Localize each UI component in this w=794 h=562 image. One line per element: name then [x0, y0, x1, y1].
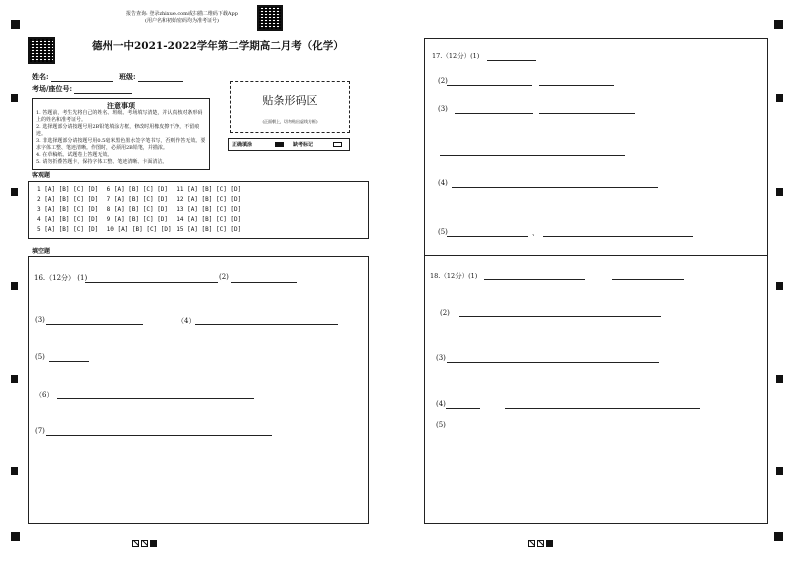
- q16-6-label: （6）: [35, 391, 54, 399]
- correct-fill-label: 正确填涂: [232, 142, 253, 148]
- answer-item[interactable]: 10 [A] [B] [C] [D]: [106, 226, 172, 233]
- timing-mark: [776, 282, 783, 290]
- name-label: 姓名:: [32, 72, 49, 81]
- q17-head: 17.（12分）(1): [432, 52, 480, 60]
- objective-label: 客观题: [32, 172, 51, 179]
- timing-mark: [776, 188, 783, 196]
- notice-item: 5. 请勿折叠答题卡，保持字体工整、笔迹清晰、卡面清洁。: [36, 159, 168, 165]
- q17-3-answer-line-c[interactable]: [440, 155, 625, 156]
- q16-7-answer-line[interactable]: [46, 435, 272, 436]
- download-qr-code[interactable]: [257, 5, 283, 31]
- q18-1-answer-line-a[interactable]: [484, 279, 585, 280]
- q17-5-answer-line-a[interactable]: [447, 236, 528, 237]
- fill-example-box: [228, 138, 350, 151]
- q16-3-answer-line[interactable]: [46, 324, 143, 325]
- q16-head: 16.（12分） (1): [34, 274, 88, 282]
- notice-item: 3. 非选择题部分请按题号用0.5毫米黑色墨水签字笔书写，否则作答无效。要求字体工整、笔迹清晰。作图时，必须用2B铅笔，并描浓。: [36, 138, 206, 151]
- q18-4-answer-line-b[interactable]: [505, 408, 700, 409]
- timing-mark: [11, 188, 18, 196]
- q17-5-separator: 、: [532, 229, 539, 237]
- q16-5-label: (5): [35, 353, 45, 361]
- q16-7-label: (7): [35, 427, 45, 435]
- q17-3-answer-line-a[interactable]: [455, 113, 533, 114]
- q16-6-answer-line[interactable]: [57, 398, 254, 399]
- notice-item: 2. 选择题部分请按题号用2B铅笔填涂方框，修改时用橡皮擦干净，不留痕迹。: [36, 124, 200, 137]
- room-label: 考场/座位号:: [32, 84, 73, 93]
- answer-item[interactable]: 14 [A] [B] [C] [D]: [176, 216, 242, 223]
- q18-4-answer-line-a[interactable]: [446, 408, 480, 409]
- slash-box-icon: [537, 540, 544, 547]
- notice-item: 4. 在草稿纸、试题卷上答题无效。: [36, 152, 113, 158]
- notice-item: 1. 答题前，考生先将自己的姓名、班级、考场填写清楚，并认真核对条形码上的姓名和准考证号。: [36, 110, 203, 123]
- absent-checkbox[interactable]: [333, 142, 342, 147]
- corner-mark: [11, 532, 20, 541]
- q17-2-answer-line-a[interactable]: [447, 85, 532, 86]
- answer-row: [37, 226, 241, 233]
- q16-5-answer-line[interactable]: [49, 361, 89, 362]
- q17-5-label: (5): [438, 228, 448, 236]
- q16-1-answer-line[interactable]: [85, 282, 218, 283]
- objective-box: [28, 181, 369, 239]
- timing-mark: [11, 94, 18, 102]
- solid-box-icon: [546, 540, 553, 547]
- barcode-title: 贴条形码区: [262, 94, 318, 107]
- answer-item[interactable]: 13 [A] [B] [C] [D]: [176, 206, 242, 213]
- room-info: [32, 84, 132, 94]
- timing-mark: [776, 94, 783, 102]
- q16-4-label: （4）: [177, 317, 196, 325]
- footer-marker-left: [132, 532, 159, 551]
- notice-box: [32, 98, 210, 170]
- slash-box-icon: [141, 540, 148, 547]
- answer-row: [37, 186, 241, 193]
- q18-3-answer-line[interactable]: [447, 362, 659, 363]
- name-field[interactable]: [51, 73, 113, 82]
- q18-2-answer-line[interactable]: [459, 316, 661, 317]
- q17-3-answer-line-b[interactable]: [539, 113, 635, 114]
- q16-box: [28, 256, 369, 524]
- barcode-area: [230, 81, 350, 133]
- answer-item[interactable]: 12 [A] [B] [C] [D]: [176, 196, 242, 203]
- q18-5-label: (5): [436, 421, 446, 429]
- solid-box-icon: [150, 540, 157, 547]
- timing-mark: [11, 282, 18, 290]
- room-field[interactable]: [74, 85, 132, 94]
- footer-marker-right: [528, 532, 555, 551]
- barcode-note: (正面朝上，切勿贴出虚线方框): [262, 119, 318, 124]
- app-note: [112, 11, 252, 25]
- q18-1-answer-line-b[interactable]: [612, 279, 684, 280]
- app-note-line2: (用户名和初始密码均为准考证号): [145, 18, 219, 24]
- answer-item[interactable]: 11 [A] [B] [C] [D]: [176, 186, 242, 193]
- answer-item[interactable]: 7 [A] [B] [C] [D]: [106, 196, 169, 203]
- q16-3-label: (3): [35, 316, 45, 324]
- q16-2-answer-line[interactable]: [231, 282, 297, 283]
- q16-4-answer-line[interactable]: [195, 324, 338, 325]
- answer-row: [37, 206, 241, 213]
- q16-2-label: (2): [219, 273, 229, 281]
- answer-item[interactable]: 3 [A] [B] [C] [D]: [37, 206, 99, 213]
- q17-3-label: (3): [438, 105, 448, 113]
- q18-head: 18.（12分）(1): [430, 272, 478, 280]
- corner-mark: [774, 532, 783, 541]
- answer-item[interactable]: 6 [A] [B] [C] [D]: [106, 186, 169, 193]
- app-note-line1: 报告查询: 登录zhixue.com或扫描二维码下载App: [126, 11, 238, 17]
- q17-1-answer-line[interactable]: [487, 60, 536, 61]
- q18-2-label: (2): [440, 309, 450, 317]
- q18-3-label: (3): [436, 354, 446, 362]
- corner-mark: [11, 20, 20, 29]
- q17-4-answer-line[interactable]: [452, 187, 658, 188]
- fill-section-label: 填空题: [32, 248, 51, 255]
- exam-qr-code: [28, 37, 55, 64]
- answer-item[interactable]: 9 [A] [B] [C] [D]: [106, 216, 169, 223]
- answer-item[interactable]: 1 [A] [B] [C] [D]: [37, 186, 99, 193]
- timing-mark: [11, 375, 18, 383]
- answer-item[interactable]: 15 [A] [B] [C] [D]: [176, 226, 242, 233]
- q17-2-label: (2): [438, 77, 448, 85]
- timing-mark: [11, 467, 18, 475]
- q17-2-answer-line-b[interactable]: [539, 85, 614, 86]
- answer-item[interactable]: 5 [A] [B] [C] [D]: [37, 226, 99, 233]
- slash-box-icon: [132, 540, 139, 547]
- student-info: [32, 72, 183, 82]
- corner-mark: [774, 20, 783, 29]
- answer-item[interactable]: 2 [A] [B] [C] [D]: [37, 196, 99, 203]
- q17-5-answer-line-b[interactable]: [543, 236, 693, 237]
- q17-box: [424, 38, 768, 256]
- page-title: 德州一中2021-2022学年第二学期高二月考（化学）: [92, 40, 344, 52]
- class-label: 班级:: [119, 72, 136, 81]
- notice-title: 注意事项: [107, 101, 135, 110]
- q18-4-label: (4): [436, 400, 446, 408]
- answer-item[interactable]: 8 [A] [B] [C] [D]: [106, 206, 169, 213]
- timing-mark: [776, 467, 783, 475]
- q18-box: [424, 256, 768, 524]
- absent-label: 缺考标记: [293, 142, 314, 148]
- answer-row: [37, 196, 241, 203]
- class-field[interactable]: [138, 73, 183, 82]
- answer-item[interactable]: 4 [A] [B] [C] [D]: [37, 216, 99, 223]
- correct-fill-sample: [275, 142, 284, 147]
- timing-mark: [776, 375, 783, 383]
- slash-box-icon: [528, 540, 535, 547]
- q17-4-label: (4): [438, 179, 448, 187]
- answer-row: [37, 216, 241, 223]
